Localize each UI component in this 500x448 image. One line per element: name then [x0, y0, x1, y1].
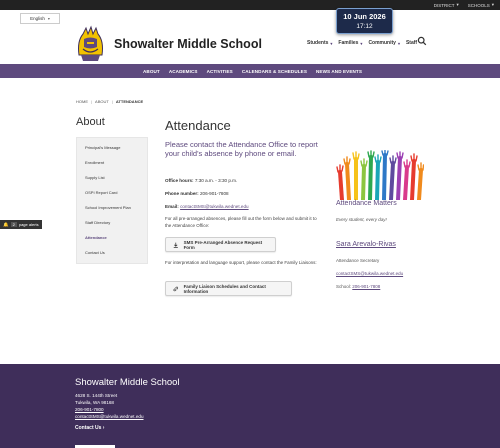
nav-community-label: Community [368, 40, 396, 46]
chevron-down-icon: ▾ [491, 2, 494, 7]
alerts-count: 2 [12, 222, 15, 227]
breadcrumb [76, 99, 143, 104]
sidebar-item-staff-directory[interactable]: Staff Directory [85, 220, 111, 225]
breadcrumb-about[interactable]: ABOUT [95, 99, 109, 104]
sidebar-item-enrollment[interactable]: Enrollment [85, 160, 105, 165]
chevron-down-icon: ▾ [397, 40, 400, 46]
section-nav-activities[interactable]: ACTIVITIES [206, 68, 233, 74]
language-label: English [30, 16, 45, 21]
alerts-label: page alerts [18, 222, 39, 227]
sidebar-title: About [76, 116, 105, 128]
family-liaison-button[interactable] [165, 281, 292, 296]
absence-request-form-label: SMS Pre-Arranged Absence Request Form [183, 239, 263, 250]
office-hours-value: 7:30 a.m. - 3:30 p.m. [194, 178, 238, 183]
nav-community[interactable] [368, 40, 400, 46]
download-icon [173, 242, 179, 248]
absence-instructions: For all pre-arranged absences, please fill out the form below and submit it to the Attendance Office: [165, 216, 317, 228]
language-support-instructions: For interpretation and language support, please contact the Family Liaisons: [165, 260, 317, 265]
breadcrumb-separator: | [91, 99, 93, 104]
sidebar-item-principals-message[interactable]: Principal's Message [85, 145, 121, 150]
search-icon[interactable] [417, 36, 427, 46]
nav-staff-label: Staff [405, 40, 418, 46]
office-hours-label: Office hours: [165, 178, 194, 183]
footer-contact-link[interactable] [75, 425, 104, 431]
utility-bar [0, 0, 500, 10]
district-label: DISTRICT [433, 2, 455, 8]
chevron-down-icon: ▾ [47, 16, 50, 21]
schools-label: SCHOOLS [467, 2, 490, 8]
email-label: Email: [165, 204, 179, 209]
section-nav [0, 64, 500, 78]
attendance-matters-title: Attendance Matters [336, 200, 397, 207]
email-link[interactable]: contactSMS@tukwila.wednet.edu [180, 204, 249, 209]
district-link[interactable] [434, 2, 459, 8]
section-nav-news[interactable]: NEWS AND EVENTS [315, 68, 362, 74]
chevron-down-icon: ▾ [360, 40, 363, 46]
sidebar-nav [76, 137, 148, 264]
nav-students-label: Students [307, 40, 329, 46]
clock-time: 17:12 [356, 23, 373, 30]
bell-icon: 🔔 [3, 221, 9, 227]
contact-phone [336, 284, 380, 289]
chevron-down-icon: ▾ [456, 2, 459, 7]
sidebar-item-improvement-plan[interactable]: School Improvement Plan [85, 205, 131, 210]
contact-role: Attendance Secretary [336, 258, 380, 263]
raised-hands-image [336, 150, 424, 200]
clock-date: 10 Jun 2026 [343, 12, 386, 21]
breadcrumb-separator: | [111, 99, 113, 104]
absence-request-form-button[interactable] [165, 237, 276, 252]
contact-email-link[interactable]: contactSMS@tukwila.wednet.edu [336, 271, 404, 276]
email [165, 204, 249, 209]
phone-number-label: Phone number: [165, 191, 199, 196]
school-logo[interactable] [74, 25, 107, 62]
nav-staff[interactable] [406, 40, 417, 46]
contact-phone-link[interactable]: 206-901-7808 [352, 284, 381, 289]
section-nav-about[interactable]: ABOUT [143, 68, 160, 74]
schools-link[interactable] [468, 2, 494, 8]
page-alerts-tab[interactable] [0, 220, 42, 229]
footer-phone-link[interactable]: 206-901-7800 [75, 407, 104, 412]
phone-number-value: 206-901-7808 [199, 191, 229, 196]
office-hours [165, 178, 237, 183]
sidebar-item-report-card[interactable]: OSPI Report Card [85, 190, 118, 195]
footer-address-line2: Tukwila, WA 98168 [75, 400, 114, 405]
clock-widget [336, 8, 393, 34]
contact-phone-label: School: [336, 284, 352, 289]
section-nav-academics[interactable]: ACADEMICS [168, 68, 198, 74]
chevron-down-icon: ▾ [330, 40, 333, 46]
footer [0, 364, 500, 448]
attendance-matters-subtitle: Every student, every day! [336, 217, 387, 222]
sidebar-item-supply-list[interactable]: Supply List [85, 175, 105, 180]
sidebar-item-contact-us[interactable]: Contact Us [85, 250, 105, 255]
link-icon [173, 286, 179, 292]
sidebar-item-attendance[interactable]: Attendance [85, 235, 107, 240]
nav-students[interactable] [307, 40, 332, 46]
family-liaison-label: Family Liaison Schedules and Contact Information [183, 283, 266, 294]
breadcrumb-current: ATTENDANCE [115, 99, 144, 104]
footer-contact-label: Contact Us [75, 425, 102, 431]
school-name[interactable]: Showalter Middle School [114, 37, 262, 51]
nav-families-label: Families [338, 40, 359, 46]
page-title: Attendance [165, 118, 231, 133]
chevron-right-icon: › [102, 425, 105, 431]
phone-number [165, 191, 229, 196]
breadcrumb-home[interactable]: HOME [76, 99, 88, 104]
language-select[interactable] [20, 13, 60, 24]
section-nav-calendars[interactable]: CALENDARS & SCHEDULES [241, 68, 307, 74]
footer-address-line1: 4628 S. 144th Street [75, 393, 118, 398]
lead-text: Please contact the Attendance Office to report your child's absence by phone or email. [165, 140, 318, 158]
footer-email-link[interactable]: contactSMS@tukwila.wednet.edu [75, 414, 144, 419]
main-nav [307, 40, 417, 46]
footer-school-name: Showalter Middle School [75, 377, 180, 388]
contact-name-link[interactable]: Sara Arevalo-Rivas [336, 241, 396, 248]
nav-families[interactable] [338, 40, 362, 46]
